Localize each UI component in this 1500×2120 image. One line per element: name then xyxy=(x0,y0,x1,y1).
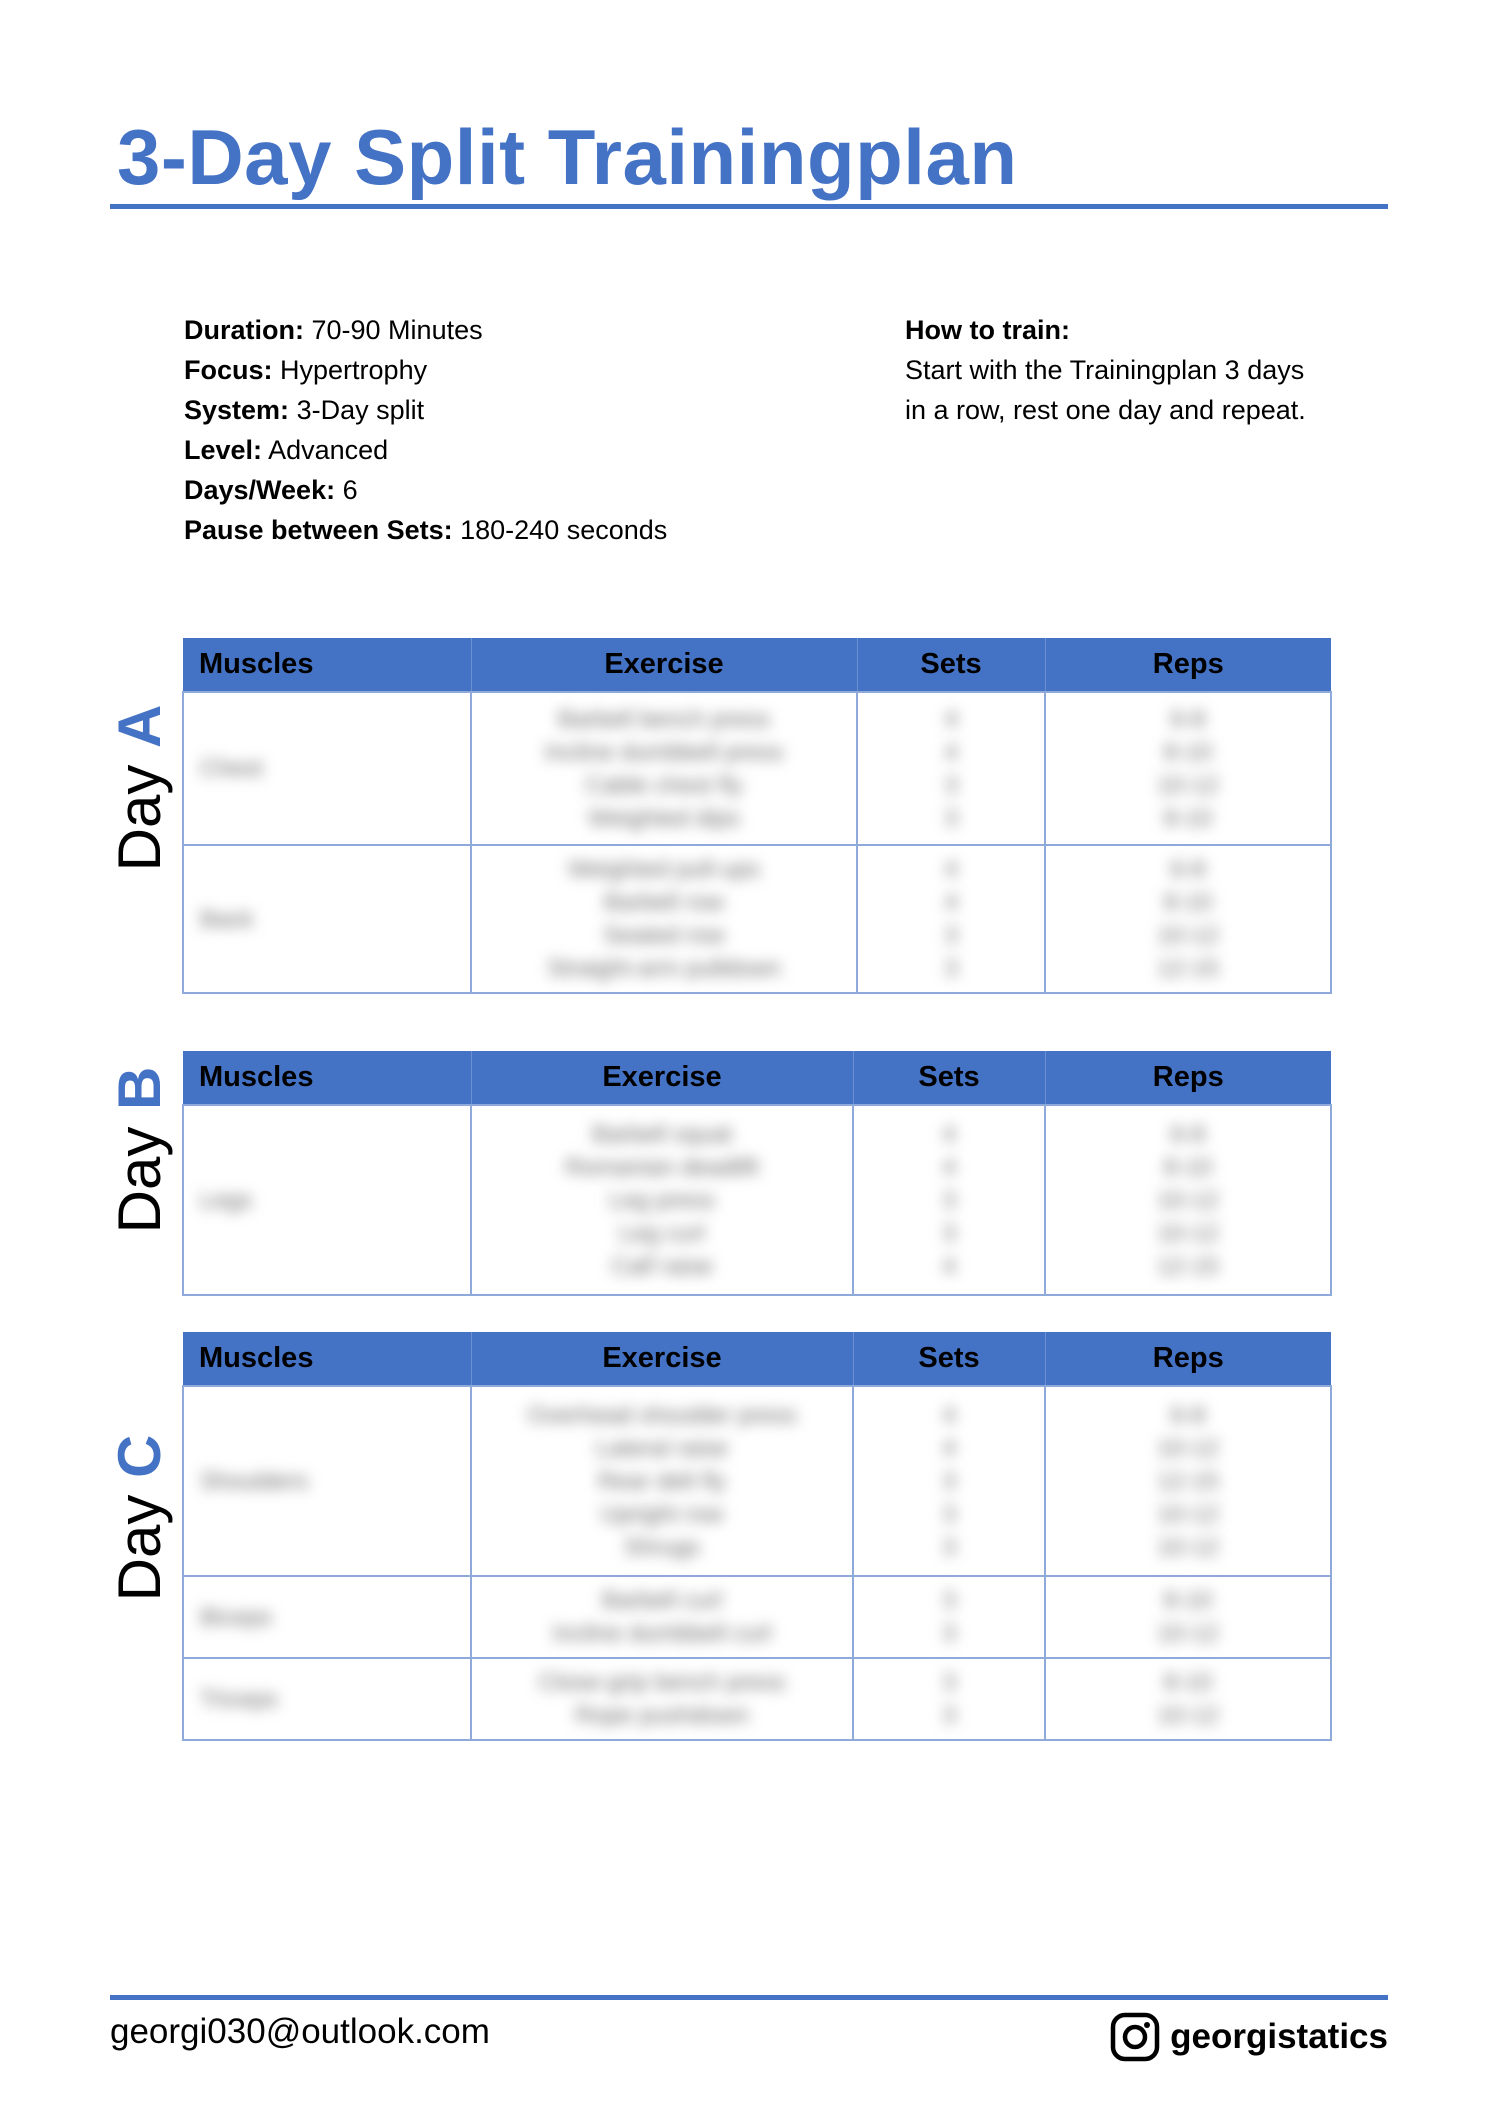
day-c-label: Day C xyxy=(106,1434,173,1602)
day-b-table xyxy=(182,1051,1332,1296)
table-row xyxy=(183,1576,1331,1658)
plan-meta xyxy=(184,310,667,550)
muscle-cell: Shoulders xyxy=(183,1386,471,1576)
footer-instagram xyxy=(1110,2012,1388,2062)
col-muscles: Muscles xyxy=(183,1051,471,1105)
col-sets: Sets xyxy=(853,1051,1045,1105)
sets-cell: 4 4 3 3 3 xyxy=(853,1386,1045,1576)
meta-duration: Duration: 70-90 Minutes xyxy=(184,315,483,345)
col-muscles: Muscles xyxy=(183,1332,471,1386)
table-row xyxy=(183,692,1331,845)
muscle-cell: Biceps xyxy=(183,1576,471,1658)
table-row xyxy=(183,1658,1331,1740)
meta-system: System: 3-Day split xyxy=(184,395,425,425)
how-to-train-line-1: Start with the Trainingplan 3 days xyxy=(905,355,1305,385)
col-exercise: Exercise xyxy=(471,638,857,692)
col-exercise: Exercise xyxy=(471,1332,853,1386)
sets-cell: 3 3 xyxy=(853,1658,1045,1740)
table-header xyxy=(183,638,1331,692)
col-reps: Reps xyxy=(1045,1332,1331,1386)
muscle-cell: Legs xyxy=(183,1105,471,1295)
reps-cell: 6-8 8-10 10-12 12-15 xyxy=(1045,845,1331,993)
col-sets: Sets xyxy=(853,1332,1045,1386)
footer-email: georgi030@outlook.com xyxy=(110,2012,490,2051)
day-a-table xyxy=(182,638,1332,994)
sets-cell: 3 3 xyxy=(853,1576,1045,1658)
meta-pause: Pause between Sets: 180-240 seconds xyxy=(184,515,668,545)
table-row xyxy=(183,1105,1331,1295)
instagram-icon xyxy=(1110,2012,1160,2062)
col-reps: Reps xyxy=(1045,638,1331,692)
exercise-cell: Weighted pull-ups Barbell row Seated row Straight-arm pulldown xyxy=(471,845,857,993)
col-sets: Sets xyxy=(857,638,1045,692)
exercise-cell: Overhead shoulder press Lateral raise Rear delt fly Upright row Shrugs xyxy=(471,1386,853,1576)
how-to-train xyxy=(905,310,1345,430)
table-header xyxy=(183,1332,1331,1386)
table-row xyxy=(183,1386,1331,1576)
day-c-table xyxy=(182,1332,1332,1741)
table-row xyxy=(183,845,1331,993)
exercise-cell: Barbell squat Romanian deadlift Leg press Leg curl Calf raise xyxy=(471,1105,853,1295)
sets-cell: 4 4 3 3 xyxy=(857,692,1045,845)
title-divider xyxy=(110,204,1388,209)
reps-cell: 6-8 8-10 10-12 10-12 12-15 xyxy=(1045,1105,1331,1295)
col-exercise: Exercise xyxy=(471,1051,853,1105)
exercise-cell: Barbell bench press Incline dumbbell press Cable chest fly Weighted dips xyxy=(471,692,857,845)
exercise-cell: Close-grip bench press Rope pushdown xyxy=(471,1658,853,1740)
meta-days-per-week: Days/Week: 6 xyxy=(184,475,358,505)
day-a-label: Day A xyxy=(106,704,173,872)
muscle-cell: Back xyxy=(183,845,471,993)
reps-cell: 8-10 10-12 xyxy=(1045,1576,1331,1658)
reps-cell: 8-10 10-12 xyxy=(1045,1658,1331,1740)
meta-focus: Focus: Hypertrophy xyxy=(184,355,428,385)
how-to-train-heading: How to train: xyxy=(905,315,1070,345)
muscle-cell: Triceps xyxy=(183,1658,471,1740)
col-reps: Reps xyxy=(1045,1051,1331,1105)
day-b-label: Day B xyxy=(106,1066,173,1234)
sets-cell: 4 4 3 3 4 xyxy=(853,1105,1045,1295)
reps-cell: 6-8 10-12 12-15 10-12 10-12 xyxy=(1045,1386,1331,1576)
sets-cell: 4 4 3 3 xyxy=(857,845,1045,993)
footer-divider xyxy=(110,1995,1388,2000)
instagram-handle: georgistatics xyxy=(1170,2017,1388,2056)
table-header xyxy=(183,1051,1331,1105)
exercise-cell: Barbell curl Incline dumbbell curl xyxy=(471,1576,853,1658)
meta-level: Level: Advanced xyxy=(184,435,389,465)
page-title: 3-Day Split Trainingplan xyxy=(117,113,1018,201)
muscle-cell: Chest xyxy=(183,692,471,845)
how-to-train-line-2: in a row, rest one day and repeat. xyxy=(905,395,1306,425)
col-muscles: Muscles xyxy=(183,638,471,692)
reps-cell: 6-8 8-10 10-12 8-10 xyxy=(1045,692,1331,845)
